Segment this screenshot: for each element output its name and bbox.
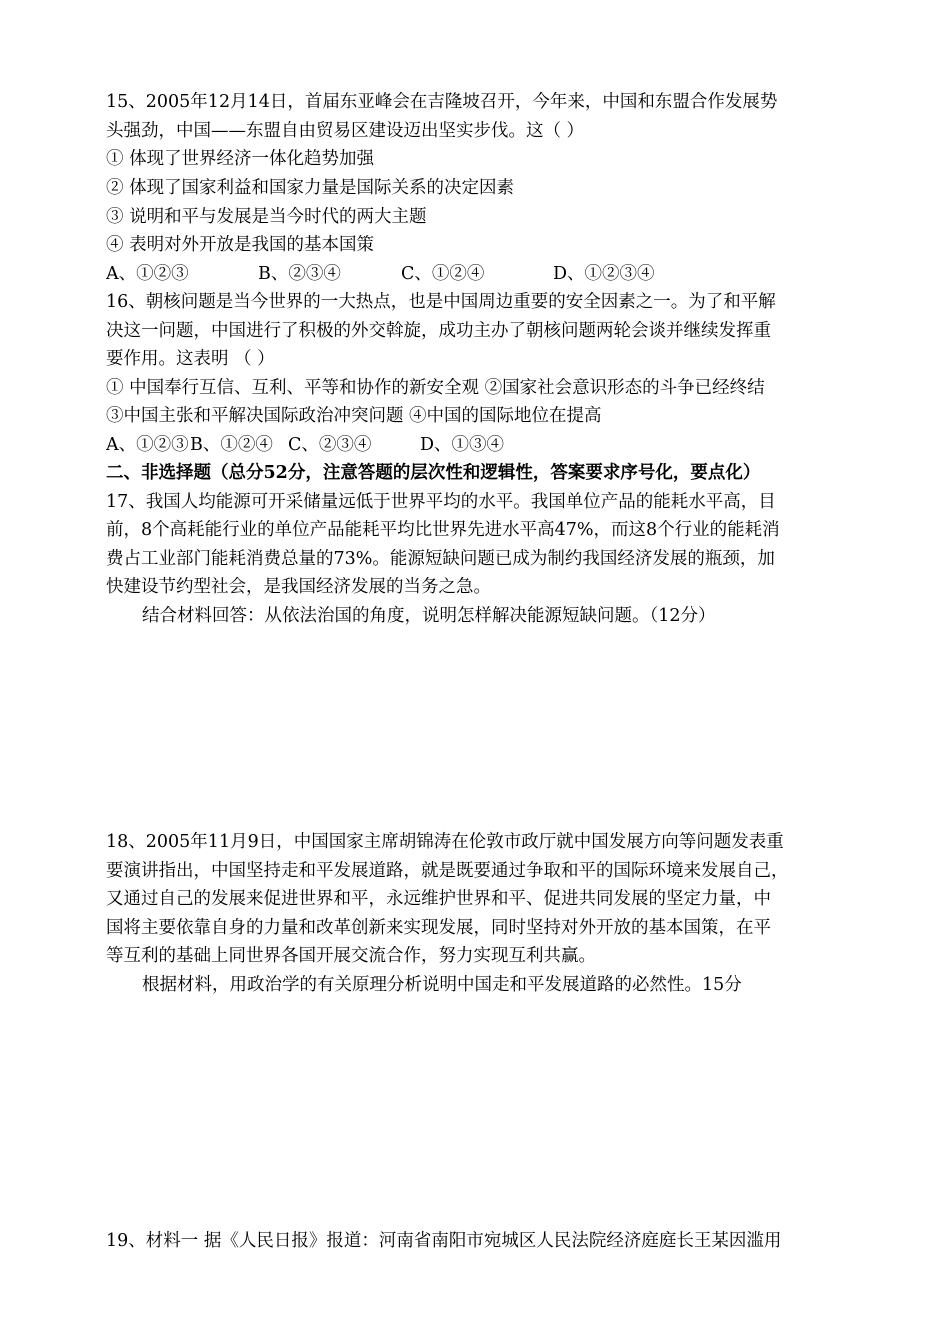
q17-material-line4: 快建设节约型社会，是我国经济发展的当务之急。	[106, 577, 491, 597]
q18-material-line4: 国将主要依靠自身的力量和改革创新来实现发展，同时坚持对外开放的基本国策，在平	[106, 918, 771, 938]
q17-answer-space[interactable]	[106, 640, 856, 820]
q16-option-c[interactable]: C、②③④	[288, 435, 372, 455]
q17-prompt: 结合材料回答：从依法治国的角度，说明怎样解决能源短缺问题。（12分）	[142, 606, 716, 626]
q16-option-d[interactable]: D、①③④	[420, 435, 505, 455]
q16-statements-line2: ③中国主张和平解决国际政治冲突问题 ④中国的国际地位在提高	[106, 406, 602, 426]
q18-material-line2: 要演讲指出，中国坚持走和平发展道路，就是既要通过争取和平的国际环境来发展自己，	[106, 861, 789, 881]
q15-statement-3: ③ 说明和平与发展是当今时代的两大主题	[106, 207, 427, 227]
q16-stem-line2: 决这一问题，中国进行了积极的外交斡旋，成功主办了朝核问题两轮会谈并继续发挥重	[106, 321, 771, 341]
q16-stem-line1: 16、朝核问题是当今世界的一大热点，也是中国周边重要的安全因素之一。为了和平解	[106, 292, 776, 312]
q15-statement-2: ② 体现了国家利益和国家力量是国际关系的决定因素	[106, 178, 515, 198]
q18-prompt: 根据材料，用政治学的有关原理分析说明中国走和平发展道路的必然性。15分	[142, 975, 742, 995]
q15-stem-line2: 头强劲，中国——东盟自由贸易区建设迈出坚实步伐。这（ ）	[106, 121, 585, 141]
q15-option-c[interactable]: C、①②④	[401, 264, 485, 284]
q17-material-line3: 费占工业部门能耗消费总量的73%。能源短缺问题已成为制约我国经济发展的瓶颈，加	[106, 549, 775, 569]
q16-option-a[interactable]: A、①②③	[106, 435, 189, 455]
q18-material-line1: 18、2005年11月9日，中国国家主席胡锦涛在伦敦市政厅就中国发展方向等问题发表重	[106, 832, 784, 852]
q15-stem-line1: 15、2005年12月14日，首届东亚峰会在吉隆坡召开，今年来，中国和东盟合作发展势	[106, 92, 778, 112]
q15-statement-1: ① 体现了世界经济一体化趋势加强	[106, 149, 375, 169]
q19-material-line1: 19、材料一 据《人民日报》报道：河南省南阳市宛城区人民法院经济庭庭长王某因滥用	[106, 1231, 782, 1251]
q15-option-a[interactable]: A、①②③	[106, 264, 189, 284]
q15-option-d[interactable]: D、①②③④	[553, 264, 655, 284]
q18-material-line5: 等互利的基础上同世界各国开展交流合作，努力实现互利共赢。	[106, 946, 596, 966]
q18-answer-space[interactable]	[106, 1010, 856, 1210]
q15-options	[106, 262, 856, 286]
q17-material-line2: 前，8个高耗能行业的单位产品能耗平均比世界先进水平高47%，而这8个行业的能耗消	[106, 520, 780, 540]
q15-statement-4: ④ 表明对外开放是我国的基本国策	[106, 235, 375, 255]
q18-material-line3: 又通过自己的发展来促进世界和平，永远维护世界和平、促进共同发展的坚定力量，中	[106, 889, 771, 909]
q16-statements-line1: ① 中国奉行互信、互利、平等和协作的新安全观 ②国家社会意识形态的斗争已经终结	[106, 378, 765, 398]
section-2-heading: 二、非选择题（总分52分，注意答题的层次性和逻辑性，答案要求序号化，要点化）	[106, 463, 761, 483]
q16-options	[106, 433, 856, 457]
q16-option-b[interactable]: B、①②④	[190, 435, 273, 455]
q16-stem-line3: 要作用。这表明 （ ）	[106, 349, 275, 369]
q17-material-line1: 17、我国人均能源可开采储量远低于世界平均的水平。我国单位产品的能耗水平高，目	[106, 492, 776, 512]
q15-option-b[interactable]: B、②③④	[258, 264, 341, 284]
